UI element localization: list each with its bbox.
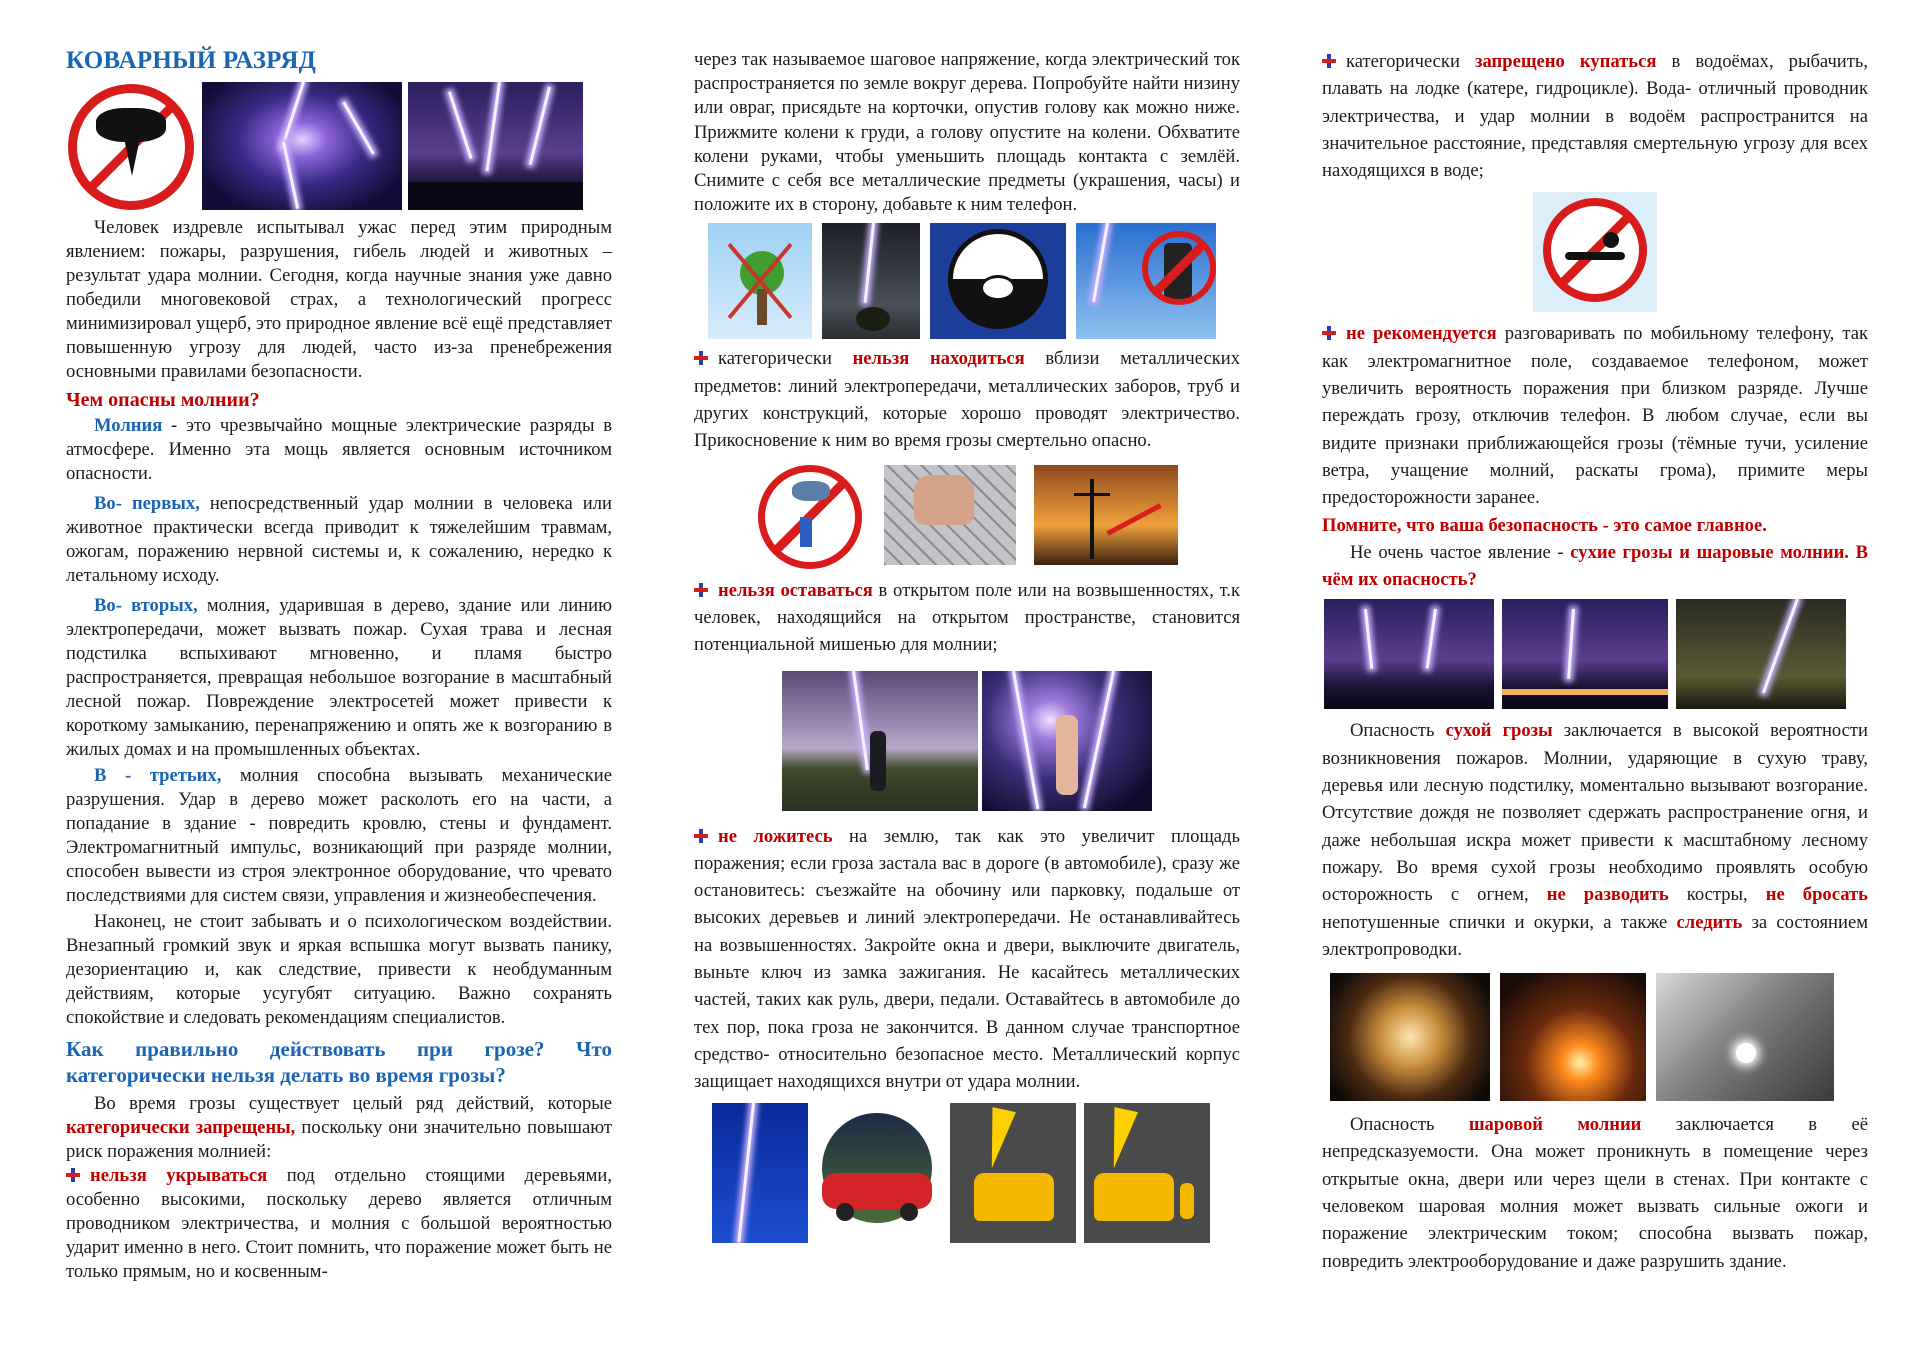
metal-images bbox=[694, 465, 1240, 569]
psychological-paragraph: Наконец, не стоит забывать и о психологическом воздействии. Внезапный громкий звук и яркая вспышка могут вызвать панику, дезориентацию и, как следствие, привести к необдуманным действиям, которые усугубят ситуацию. Важно сохранять спокойствие и следовать рекомендациям специалистов. bbox=[66, 911, 612, 1028]
bullet-icon bbox=[1322, 54, 1336, 68]
no-fence-storm-sign bbox=[756, 465, 866, 569]
dry-storms-question: Не очень частое явление - сухие грозы и шаровые молнии. В чём их опасность? bbox=[1322, 541, 1868, 591]
ball-lightning-paragraph: Опасность шаровой молнии заключается в её непредсказуемости. Она может проникнуть в помещение через открытые окна, двери или через щели в стенах. При контакте с человеком шаровая молния может вызвать сильные ожоги и поражение электрическим током; способна вызвать пожар, повредить электрооборудование и даже разрушить здание. bbox=[1322, 1114, 1868, 1272]
dry-storm-photo-1 bbox=[1324, 599, 1494, 709]
no-thunderstorm-sign-image bbox=[66, 82, 196, 210]
lightning-tree-photo bbox=[822, 223, 920, 339]
step-voltage-paragraph: через так называемое шаговое напряжение, когда электрический ток распространяется по земле вокруг дерева. Попробуйте найти низину или овраг, присядьте на корточки, опустив голову как можно ниже. Прижмите колени к груди, а голову опустите на колени. Обхватите колени руками, чтобы уменьшить площадь контакта с землёй. Снимите с себя все металлические предметы (украшения, часы) и положите их в сторону, добавьте к ним телефон. bbox=[694, 49, 1240, 216]
car-unsafe-icon bbox=[1084, 1103, 1210, 1243]
column-left bbox=[66, 46, 612, 1284]
bullet-icon bbox=[66, 1168, 80, 1182]
tree-images bbox=[708, 223, 1240, 339]
bullet-icon bbox=[1322, 326, 1336, 340]
heading-how-to-act: Как правильно действовать при грозе? Что категорически нельзя делать во время грозы? bbox=[66, 1037, 612, 1087]
crouch-position-image bbox=[930, 223, 1066, 339]
heading-why-dangerous: Чем опасны молнии? bbox=[66, 389, 260, 411]
no-phone-powerline-image bbox=[1076, 223, 1216, 339]
third-reason: В - третьих, молния способна вызывать механические разрушения. Удар в дерево может расколоть его на части, а попадание в здание - повредить кровлю, стены и фундамент. Электромагнитный импульс, возникающий при разряде молнии, способен вывести из строя электронное оборудование, что чревато последствиями для систем связи, управления и жизнеобеспечения. bbox=[66, 765, 612, 906]
rule-open-field: нельзя оставаться в открытом поле или на возвышенностях, т.к человек, находящийся на открытом пространстве, становится потенциальной мишенью для молнии; bbox=[694, 579, 1240, 656]
person-struck-field-photo bbox=[782, 671, 978, 811]
header-images bbox=[66, 82, 612, 210]
dry-storm-paragraph: Опасность сухой грозы заключается в высокой вероятности возникновения пожаров. Молнии, ударяющие в сухую траву, деревья или лесную подстилку, моментально вызывают возгорание. Отсутствие дождя не позволяет сдержать распространение огня, и даже небольшая искра может привести к масштабному лесному пожару. Во время сухой грозы необходимо проявлять особую осторожность с огнем, не разводить костры, не бросать непотушенные спички и окурки, а также следить за состоянием электропроводки. bbox=[1322, 720, 1868, 960]
dry-storm-photo-3 bbox=[1676, 599, 1846, 709]
bullet-icon bbox=[694, 829, 708, 843]
safety-reminder: Помните, что ваша безопасность - это самое главное. bbox=[1322, 514, 1767, 536]
lightning-definition: Молния - это чрезвычайно мощные электрические разряды в атмосфере. Именно эта мощь является основным источником опасности. bbox=[66, 415, 612, 484]
column-right bbox=[1322, 48, 1868, 1275]
page-title: КОВАРНЫЙ РАЗРЯД bbox=[66, 47, 317, 74]
bullet-icon bbox=[694, 583, 708, 597]
ball-lightning-room-photo bbox=[1500, 973, 1646, 1101]
blue-lightning-photo bbox=[712, 1103, 808, 1243]
intro-paragraph: Человек издревле испытывал ужас перед этим природным явлением: пожары, разрушения, гибель людей и животных – результат удара молнии. Сегодня, когда научные знания уже давно победили многовековой страх, а технологический прогресс минимизировал ущерб, это природное явление всё ещё представляет повышенную угрозу для людей, часто из-за пренебрежения основными правилами безопасности. bbox=[66, 217, 612, 382]
car-in-storm-image bbox=[816, 1103, 942, 1243]
ball-lightning-sphere-photo bbox=[1330, 973, 1490, 1101]
field-images bbox=[694, 671, 1240, 811]
power-tower-sunset-photo bbox=[1034, 465, 1178, 565]
rule-dont-lie-down: не ложитесь на землю, так как это увеличит площадь поражения; если гроза застала вас в дороге (в автомобиле), сразу же остановитесь: съезжайте на обочину или парковку, подальше от высоких деревьев и линий электропередачи. Не останавливайтесь на возвышенностях. Закройте окна и двери, выключите двигатель, выньте ключ из замка зажигания. Не касайтесь металлических частей, таких как руль, двери, педали. Оставайтесь в автомобиле до тех пор, пока гроза не закончится. В данном случае транспортное средство- относительно безопасное место. Металлический корпус защищает находящихся внутри от удара молнии. bbox=[694, 825, 1240, 1093]
rule-no-phone: не рекомендуется разговаривать по мобильному телефону, так как электромагнитное поле, создаваемое телефоном, может увеличить вероятность поражения при близком разряде. Лучше переждать грозу, отключив телефон. В любом случае, если вы видите признаки приближающейся грозы (тёмные тучи, усиление ветра, учащение молний, раскаты грома), примите меры предосторожности заранее. bbox=[1322, 323, 1868, 509]
person-electrified-photo bbox=[982, 671, 1152, 811]
swim-image-row bbox=[1322, 192, 1868, 312]
lightning-over-city-photo bbox=[408, 82, 583, 210]
car-safe-icon bbox=[950, 1103, 1076, 1243]
ball-lightning-engraving bbox=[1656, 973, 1834, 1101]
storm-forbidden-intro: Во время грозы существует целый ряд действий, которые категорически запрещены, поскольку они значительно повышают риск поражения молнией: bbox=[66, 1093, 613, 1162]
second-reason: Во- вторых, молния, ударившая в дерево, здание или линию электропередачи, может вызвать пожар. Сухая трава и лесная подстилка вспыхивают мгновенно, и пламя быстро распространяется, превращая небольшое возгорание в масштабный лесной пожар. Повреждение электросетей может привести к короткому замыканию, перенапряжению и опять же к возгоранию в жилых домах и на промышленных объектах. bbox=[66, 595, 612, 760]
rule-trees: нельзя укрываться под отдельно стоящими деревьями, особенно высокими, поскольку дерево является отличным проводником электричества, и молния с большой вероятностью ударит именно в него. Стоит помнить, что поражение может быть не только прямым, но и косвенным- bbox=[66, 1165, 612, 1282]
dry-storm-photo-2 bbox=[1502, 599, 1668, 709]
car-images bbox=[712, 1103, 1240, 1243]
ball-lightning-images bbox=[1330, 973, 1868, 1101]
rule-no-swimming: категорически запрещено купаться в водоёмах, рыбачить, плавать на лодке (катере, гидроцикле). Вода- отличный проводник электричества, и удар молнии в водоём распространится на значительное расстояние, представляя смертельную угрозу для всех находящихся в воде; bbox=[1322, 51, 1868, 182]
rule-metal: категорически нельзя находиться вблизи металлических предметов: линий электропередачи, металлических заборов, труб и других конструкций, которые хорошо проводят электричество. Прикосновение к ним во время грозы смертельно опасно. bbox=[694, 348, 1240, 452]
no-swimming-sign bbox=[1533, 192, 1657, 312]
lightning-photo-1 bbox=[202, 82, 402, 210]
first-reason: Во- первых, непосредственный удар молнии в человека или животное практически всегда приводит к тяжелейшим травмам, ожогам, поражению нервной системы и, к сожалению, нередко к летальному исходу. bbox=[66, 493, 612, 586]
bullet-icon bbox=[694, 351, 708, 365]
column-middle bbox=[694, 48, 1240, 1243]
dry-storm-images bbox=[1324, 599, 1868, 709]
no-tree-shelter-image bbox=[708, 223, 812, 339]
hand-on-fence-photo bbox=[884, 465, 1016, 565]
